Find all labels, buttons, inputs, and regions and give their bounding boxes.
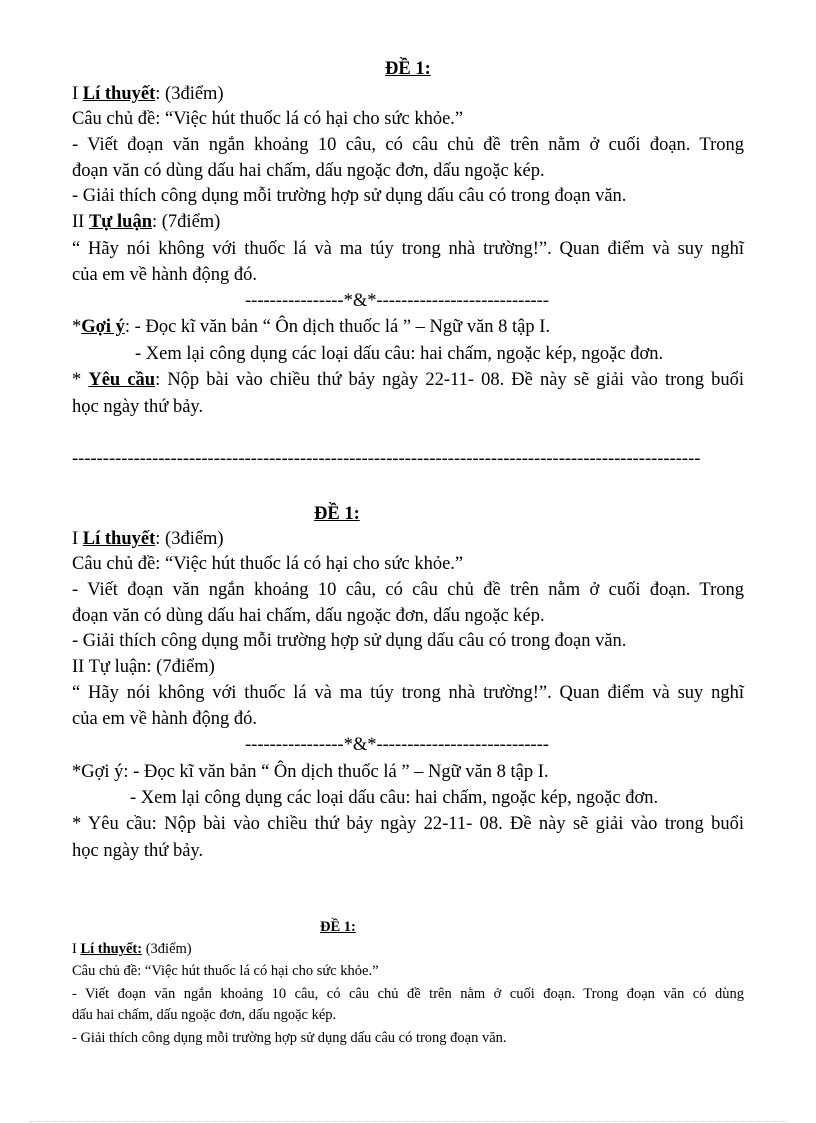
section-2-task1-line1: - Viết đoạn văn ngắn khoảng 10 câu, có câu chủ đề trên nằm ở cuối đoạn. Trong: [72, 580, 744, 600]
section-1-task1-line1: - Viết đoạn văn ngắn khoảng 10 câu, có câu chủ đề trên nằm ở cuối đoạn. Trong: [72, 135, 744, 155]
section-1-task2: - Giải thích công dụng mỗi trường hợp sử dụng dấu câu có trong đoạn văn.: [72, 186, 627, 206]
theory-label: Lí thuyết:: [80, 941, 143, 957]
section-divider: ------------------------------------------------------------------------------------------------------: [72, 450, 701, 469]
section-1-essay-line1: “ Hãy nói không với thuốc lá và ma túy trong nhà trường!”. Quan điểm và suy nghĩ: [72, 239, 744, 259]
section-1-task1-line2: đoạn văn có dùng dấu hai chấm, dấu ngoặc đơn, dấu ngoặc kép.: [72, 161, 545, 181]
page-bottom-rule: [30, 1121, 786, 1122]
section-3-title: ĐỀ 1:: [320, 919, 356, 935]
section-3-topic-sentence: Câu chủ đề: “Việc hút thuốc lá có hại cho sức khỏe.”: [72, 963, 379, 979]
section-1-separator: ----------------*&*----------------------------: [245, 291, 549, 311]
section-3-task1-line1: - Viết đoạn văn ngắn khoảng 10 câu, có câu chủ đề trên nằm ở cuối đoạn. Trong đoạn văn có dùng: [72, 986, 744, 1002]
section-2-essay-line1: “ Hãy nói không với thuốc lá và ma túy trong nhà trường!”. Quan điểm và suy nghĩ: [72, 683, 744, 703]
section-3-theory-heading: [72, 942, 192, 957]
section-2-req-line1: * Yêu cầu: Nộp bài vào chiều thứ bảy ngày 22-11- 08. Đề này sẽ giải vào trong buổi: [72, 814, 744, 834]
essay-suffix: : (7điểm): [152, 212, 221, 232]
hint-suffix: : - Đọc kĩ văn bản “ Ôn dịch thuốc lá ” – Ngữ văn 8 tập I.: [124, 317, 551, 337]
essay-label: Tự luận: [88, 212, 152, 232]
theory-label: Lí thuyết: [82, 529, 156, 549]
section-2-hint-line1: *Gợi ý: - Đọc kĩ văn bản “ Ôn dịch thuốc lá ” – Ngữ văn 8 tập I.: [72, 762, 549, 782]
section-2-essay-line2: của em về hành động đó.: [72, 709, 257, 729]
section-1-req-line1: [72, 371, 744, 390]
section-3-task1-line2: dấu hai chấm, dấu ngoặc đơn, dấu ngoặc kép.: [72, 1007, 337, 1023]
section-1-topic-sentence: Câu chủ đề: “Việc hút thuốc lá có hại cho sức khỏe.”: [72, 109, 464, 129]
hint-prefix: *: [72, 317, 82, 337]
theory-suffix: : (3điểm): [155, 529, 224, 549]
theory-suffix: (3điểm): [142, 941, 192, 957]
theory-prefix: I: [72, 941, 81, 957]
section-2-title: ĐỀ 1:: [314, 504, 360, 524]
section-2-topic-sentence: Câu chủ đề: “Việc hút thuốc lá có hại cho sức khỏe.”: [72, 554, 464, 574]
hint-label: Gợi ý: [81, 317, 125, 337]
section-1-hint-line1: [72, 318, 550, 337]
section-2-essay-heading: II Tự luận: (7điểm): [72, 657, 215, 677]
section-2-req-line2: học ngày thứ bảy.: [72, 841, 204, 861]
section-1-essay-line2: của em về hành động đó.: [72, 265, 257, 285]
section-1-essay-heading: [72, 213, 220, 232]
section-1-theory-heading: [72, 85, 224, 104]
section-1-hint-line2: - Xem lại công dụng các loại dấu câu: hai chấm, ngoặc kép, ngoặc đơn.: [135, 344, 664, 364]
section-2-theory-heading: [72, 530, 224, 549]
req-label: Yêu cầu: [88, 370, 156, 390]
req-prefix: *: [72, 370, 89, 390]
theory-prefix: I: [72, 84, 83, 104]
req-suffix: : Nộp bài vào chiều thứ bảy ngày 22-11- 08. Đề này sẽ giải vào trong buổi: [155, 370, 744, 390]
section-1-title: ĐỀ 1:: [385, 59, 431, 79]
section-2-hint-line2: - Xem lại công dụng các loại dấu câu: hai chấm, ngoặc kép, ngoặc đơn.: [130, 788, 659, 808]
section-2-task2: - Giải thích công dụng mỗi trường hợp sử dụng dấu câu có trong đoạn văn.: [72, 631, 627, 651]
theory-prefix: I: [72, 529, 83, 549]
theory-label: Lí thuyết: [82, 84, 156, 104]
essay-prefix: II: [72, 212, 89, 232]
section-1-req-line2: học ngày thứ bảy.: [72, 397, 204, 417]
section-2-task1-line2: đoạn văn có dùng dấu hai chấm, dấu ngoặc đơn, dấu ngoặc kép.: [72, 606, 545, 626]
section-3-task2: - Giải thích công dụng mỗi trường hợp sử dụng dấu câu có trong đoạn văn.: [72, 1030, 507, 1046]
section-2-separator: ----------------*&*----------------------------: [245, 735, 549, 755]
theory-suffix: : (3điểm): [155, 84, 224, 104]
